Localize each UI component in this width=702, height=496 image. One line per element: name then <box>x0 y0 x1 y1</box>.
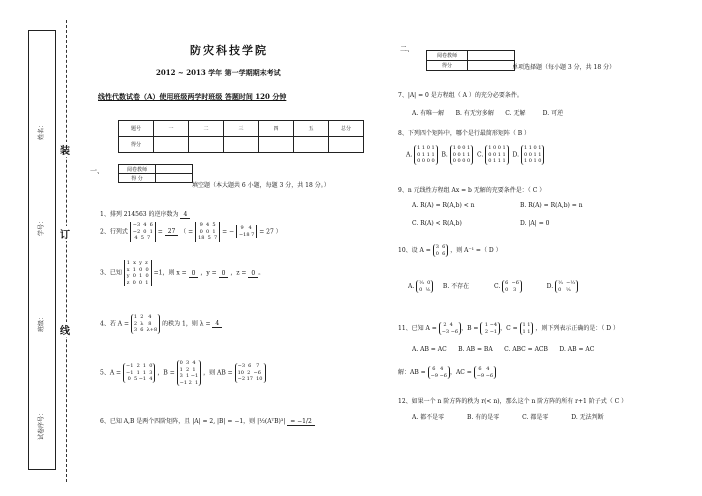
q11-options: A. AB = AC B. AB = BA C. ABC = ACB D. AB = AC <box>412 346 595 353</box>
q6: 6、已知 A,B 是两个四阶矩阵，且 |A| = 2, |B| = −1，则 |½(AᵀB)³| = −1/2 <box>100 416 315 425</box>
section2-number: 二、 <box>400 45 414 53</box>
section2-title: 单项选择题（每小题 3 分，共 18 分） <box>512 64 616 71</box>
q8-options: A. 1 1 0 1 0 1 1 1 0 0 0 0 B. 1 0 0 1 0 0 1 1 0 0 0 0 C. 1 0 0 1 0 0 1 1 0 1 1 1 D. 1 1 0 1 0 0 1 1 1 0 1 0 <box>406 145 544 165</box>
section1-number: 一、 <box>90 167 104 175</box>
q8: 8、下列四个矩阵中，哪个是行最简形矩阵（ B ） <box>398 130 531 137</box>
q4: 4、若 A = 1 2 4 2 λ 8 3 6 λ+8 的秩为 1，则 λ = 4 <box>100 314 222 334</box>
q12: 12、如果一个 n 阶方阵的秩为 r(< n)，那么这个 n 阶方阵的所有 r+1 阶子式（ C ） <box>398 398 628 405</box>
binding-box <box>28 30 56 470</box>
exam-term: 2012 ~ 2013 学年 第一学期期末考试 <box>156 68 281 77</box>
q9: 9、n 元线性方程组 Ax = b 无解的充要条件是：（ C ） <box>398 187 546 194</box>
name-label: 姓名： <box>38 121 45 140</box>
score-table: 题号 一 二 三 四 五 总分 得分 <box>118 120 364 153</box>
q5: 5、A = −1 2 1 0 −1 1 1 3 0 5 −1 4 ，B = 0 3 4 1 2 1 3 1 −1 −1 2 1 ，则 AB = −3 6 7 10 2 −6 −2 17 10 <box>100 360 266 386</box>
q7: 7、|A| = 0 是方程组（ A ）的充分必要条件。 <box>398 92 523 99</box>
student-id-label: 学号： <box>38 217 45 236</box>
q2: 2、行列式 −3 4 6 −2 0 1 4 5 7 = 27 （ = 9 4 5 0 0 1 18 5 7 = − 9 4 −18 7 = 27 ） <box>100 222 282 241</box>
binding-char-xian: 线 <box>60 322 70 337</box>
q9-opt-a: A. R(A) = R(A,b) < n <box>412 202 475 209</box>
q12-options: A. 都不是零 B. 有的是零 C. 都是零 D. 无法判断 <box>412 414 604 421</box>
binding-char-zhuang: 装 <box>60 142 70 157</box>
exam-subject: 线性代数试卷（A）使用班级两学时班级 答题时间 120 分钟 <box>98 92 287 101</box>
q11-solution: 解：AB = 6 4 −9 −6 ，AC = 6 4 −9 −6 <box>398 366 496 379</box>
q9-opt-d: D. |A| = 0 <box>520 220 550 227</box>
binding-char-ding: 订 <box>60 226 70 241</box>
q1: 1、排列 214563 的逆序数为 4 <box>100 209 190 218</box>
binding-dashed-line <box>66 20 67 482</box>
paper-number-label: 试卷序号： <box>38 409 45 440</box>
section1-title: 填空题（本大题共 6 小题，每题 3 分，共 18 分。） <box>192 182 330 189</box>
q10-options: A. ⅓ 0 0 ⅙ B. 不存在 C. 6 −6 0 3 D. ⅓ −⅓ 0 ⅙ <box>408 280 578 293</box>
q3: 3、已知 1 x y z x 1 0 0 y 0 1 0 z 0 0 1 =1，则 x = 0 ，y = 0 ，z = 0 。 <box>100 260 265 286</box>
q10: 10、设 A = 3 6 0 6 ，则 A⁻¹ =（ D ） <box>398 244 502 257</box>
section1-grader-table: 阅卷教师 得 分 <box>118 164 193 183</box>
school-title: 防灾科技学院 <box>190 44 268 57</box>
section2-grader-table: 阅卷教师 得分 <box>426 50 515 71</box>
q7-options: A. 有唯一解 B. 有无穷多解 C. 无解 D. 可逆 <box>412 110 564 117</box>
q9-opt-b: B. R(A) = R(A,b) = n <box>520 202 583 209</box>
q9-opt-c: C. R(A) < R(A,b) <box>412 220 462 227</box>
class-label: 班级： <box>38 313 45 332</box>
q11: 11、已知 A = 2 4 −3 −6 ，B = 1 −4 2 −1 ，C = 1 1 1 1 ，则下列表示正确的是：（ D ） <box>398 322 620 335</box>
